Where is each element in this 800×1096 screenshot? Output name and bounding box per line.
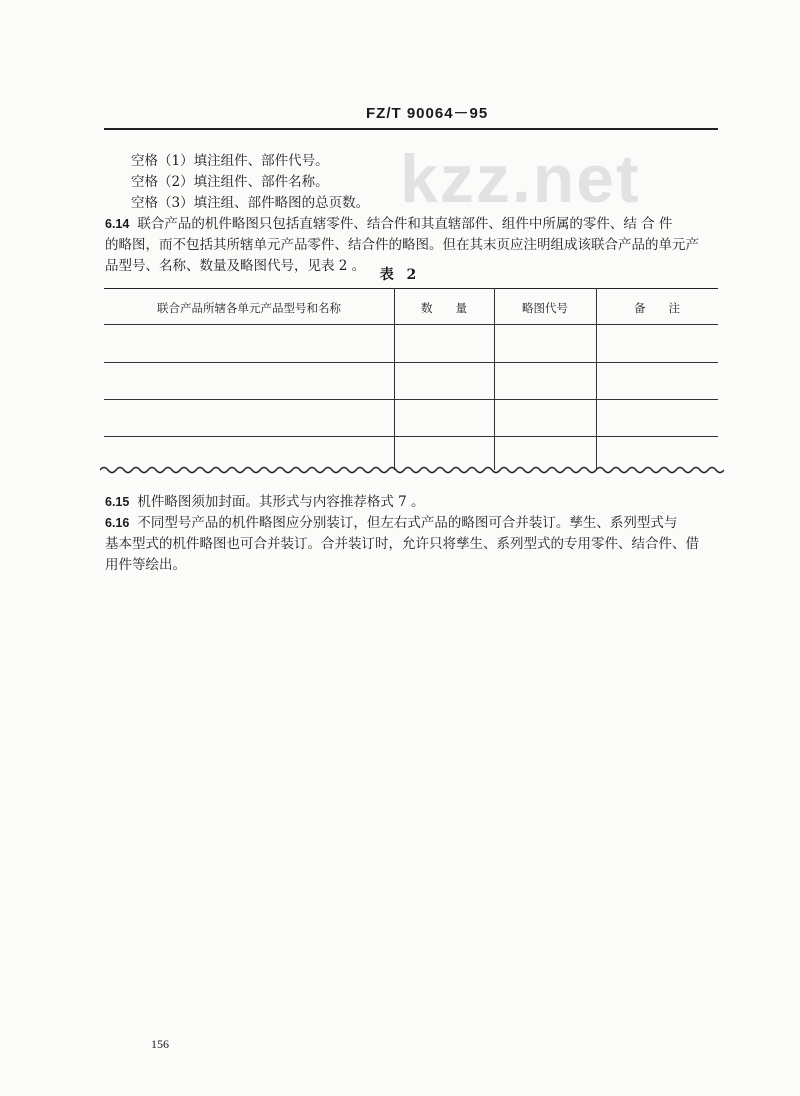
- table-row-rule: [104, 436, 718, 437]
- blank-2-line: 空格（2）填注组件、部件名称。: [131, 174, 329, 190]
- table-header-remarks: 备 注: [634, 301, 680, 315]
- table-row-rule: [104, 399, 718, 400]
- clause-6-16-number: 6.16: [105, 516, 130, 530]
- blank-3-line: 空格（3）填注组、部件略图的总页数。: [131, 195, 370, 211]
- clause-6-14-number: 6.14: [105, 217, 130, 231]
- blank-1-line: 空格（1）填注组件、部件代号。: [131, 153, 329, 169]
- clause-6-14-text-1: 联合产品的机件略图只包括直辖零件、结合件和其直辖部件、组件中所属的零件、结 合 件: [137, 216, 673, 232]
- table-title: 表 2: [379, 267, 421, 283]
- clause-6-16-line-3: 用件等绘出。: [105, 557, 186, 573]
- table-header-name: 联合产品所辖各单元产品型号和名称: [157, 301, 341, 315]
- clause-6-16-text-1: 不同型号产品的机件略图应分别装订，但左右式产品的略图可合并装订。孳生、系列型式与: [137, 515, 678, 531]
- header-code: FZ/T 90064－95: [366, 105, 489, 122]
- page-number: 156: [151, 1037, 169, 1051]
- clause-6-14-line-1: [105, 212, 672, 232]
- table-break-line: [100, 462, 724, 478]
- watermark: kzz.net: [400, 141, 641, 217]
- header-rule: [104, 128, 718, 130]
- table-top-border: [104, 288, 718, 289]
- table-row-rule: [104, 362, 718, 363]
- clause-6-14-line-3: 品型号、名称、数量及略图代号，见表 2 。: [105, 258, 366, 274]
- clause-6-15-number: 6.15: [105, 495, 130, 509]
- clause-6-14-line-2: 的略图，而不包括其所辖单元产品零件、结合件的略图。但在其末页应注明组成该联合产品的单元产: [105, 237, 699, 253]
- clause-6-16-line-1: [105, 511, 677, 531]
- clause-6-15-text: 机件略图须加封面。其形式与内容推荐格式 7 。: [137, 494, 425, 510]
- table-header-sketch-code: 略图代号: [522, 301, 568, 315]
- table-header-quantity: 数 量: [421, 301, 467, 315]
- clause-6-16-line-2: 基本型式的机件略图也可合并装订。合并装订时，允许只将孳生、系列型式的专用零件、结合件、借: [105, 536, 699, 552]
- table-header-rule: [104, 324, 718, 325]
- clause-6-15-line: [105, 490, 425, 510]
